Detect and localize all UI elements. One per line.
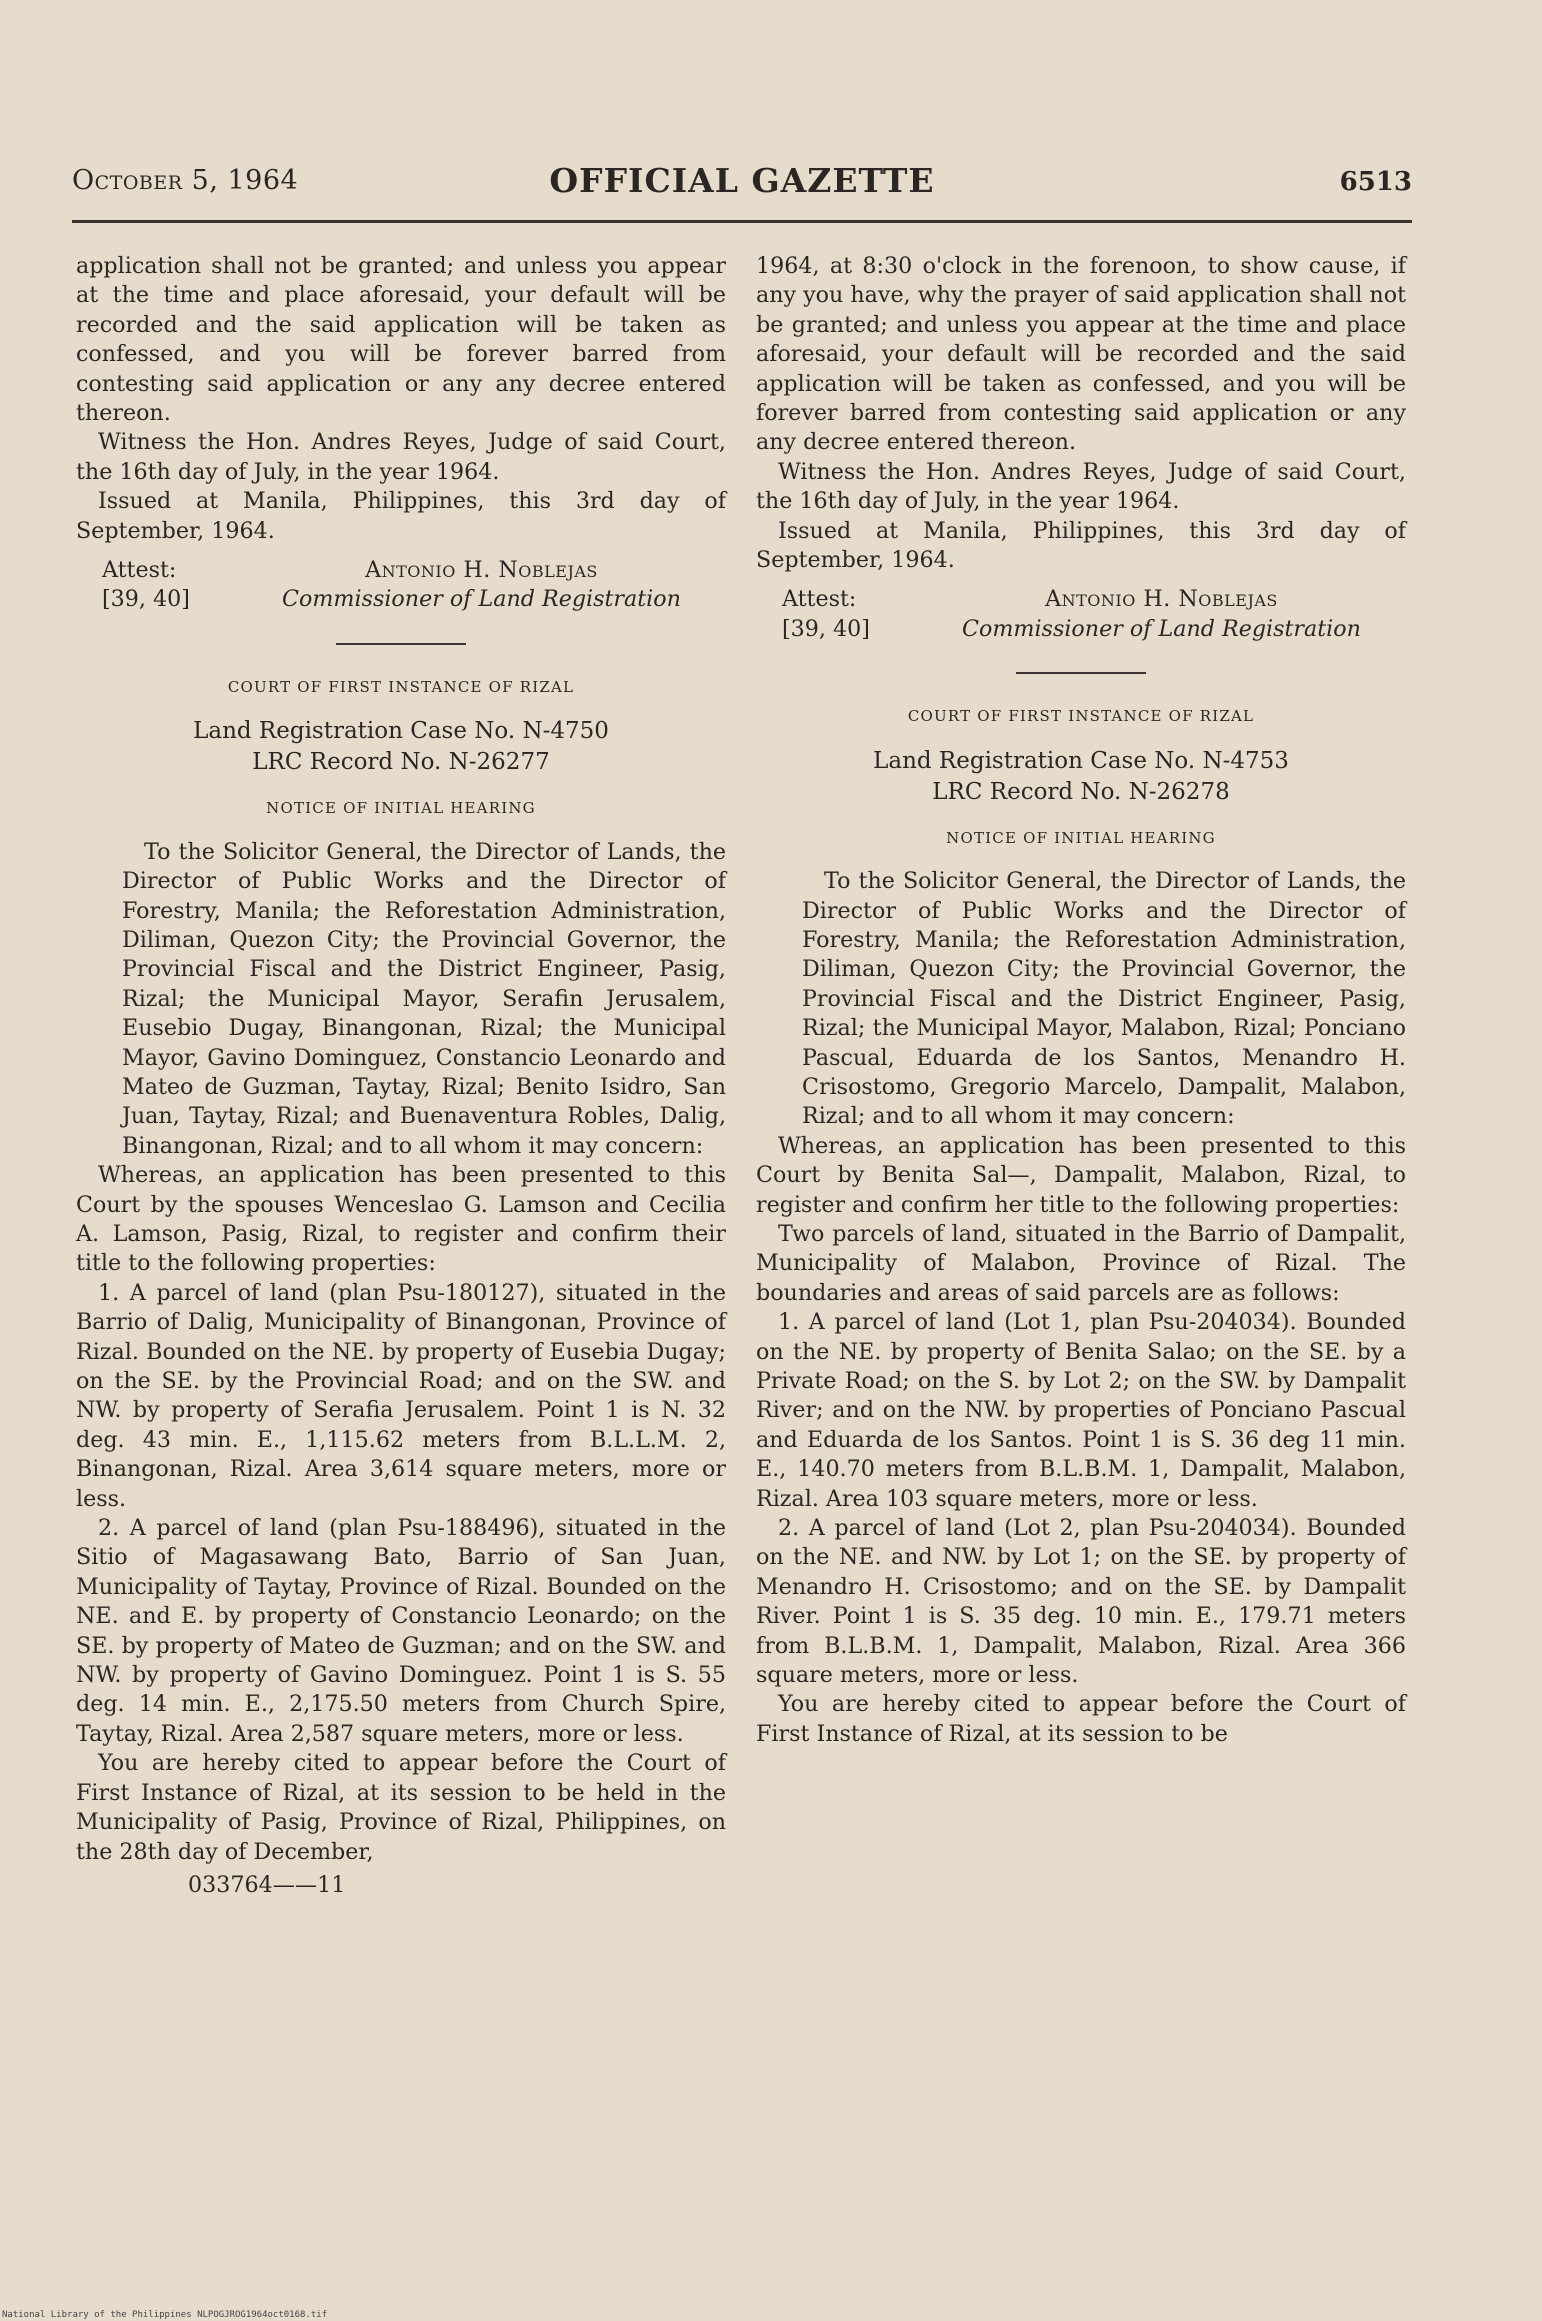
page-header: [72, 161, 1412, 215]
parcel-2: 2. A parcel of land (Lot 2, plan Psu-204034). Bounded on the NE. and NW. by Lot 1; on the SE. by property of Menandro H. Crisostomo; and on the SE. by Dampalit River. Point 1 is S. 35 deg. 10 min. E., 179.71 meters from B.L.B.M. 1, Dampalit, Malabon, Rizal. Area 366 square meters, more or less.: [756, 1515, 1406, 1689]
cited-text: You are hereby cited to appear before the Court of First Instance of Rizal, at its session to be: [756, 1691, 1406, 1747]
whereas-text: Whereas, an application has been presented to this Court by Benita Sal—, Dampalit, Malabon, Rizal, to register and confirm her title to the following properties:: [756, 1132, 1406, 1218]
attest-label: Attest:: [782, 586, 857, 613]
attest-title: Commissioner of Land Registration: [962, 615, 1361, 642]
court-heading: COURT OF FIRST INSTANCE OF RIZAL: [907, 707, 1255, 726]
header-date: October 5, 1964: [72, 165, 299, 196]
issued-text: Issued at Manila, Philippines, this 3rd day of September, 1964.: [76, 488, 726, 544]
carry-over-text: 1964, at 8:30 o'clock in the forenoon, to show cause, if any you have, why the prayer of said application shall not be granted; and unless you appear at the time and place aforesaid, your default will be recorded and the said application will be taken as confessed, and you will be forever barred from contesting said application or any any decree entered thereon.: [756, 253, 1406, 456]
header-rule: [72, 220, 1412, 223]
carry-over-text: application shall not be granted; and unless you appear at the time and place aforesaid, your default will be recorded and the said application will be taken as confessed, and you will be forever barred from contesting said application or any any decree entered thereon.: [76, 253, 726, 427]
issued-text: Issued at Manila, Philippines, this 3rd day of September, 1964.: [756, 517, 1406, 574]
lrc-record: LRC Record No. N-26278: [932, 778, 1230, 805]
attest-block: [756, 585, 1406, 644]
header-title: OFFICIAL GAZETTE: [549, 161, 935, 200]
section-divider: [336, 643, 466, 645]
attest-name: Antonio H. Noblejas: [1045, 586, 1278, 613]
parcel-2: 2. A parcel of land (plan Psu-188496), situated in the Sitio of Magasawang Bato, Barrio of San Juan, Municipality of Taytay, Province of Rizal. Bounded on the NE. and E. by property of Constancio Leonardo; on the SE. by property of Mateo de Guzman; and on the SW. and NW. by property of Gavino Dominguez. Point 1 is S. 55 deg. 14 min. E., 2,175.50 meters from Church Spire, Taytay, Rizal. Area 2,587 square meters, more or less.: [76, 1515, 726, 1747]
case-number: Land Registration Case No. N-4750: [193, 718, 609, 745]
addressees: To the Solicitor General, the Director of Lands, the Director of Public Works and the Director of Forestry, Manila; the Reforestation Administration, Diliman, Quezon City; the Provincial Governor, the Provincial Fiscal and the District Engineer, Pasig, Rizal; the Municipal Mayor, Serafin Jerusalem, Eusebio Dugay, Binangonan, Rizal; the Municipal Mayor, Gavino Dominguez, Constancio Leonardo and Mateo de Guzman, Taytay, Rizal; Benito Isidro, San Juan, Taytay, Rizal; and Buenaventura Robles, Dalig, Binangonan, Rizal; and to all whom it may concern:: [122, 838, 726, 1159]
attest-block: [76, 556, 726, 615]
attest-ref: [39, 40]: [102, 586, 190, 613]
case-number: Land Registration Case No. N-4753: [873, 747, 1289, 774]
print-code: 033764——11: [188, 1871, 346, 1898]
parcel-1: 1. A parcel of land (Lot 1, plan Psu-204034). Bounded on the NE. by property of Benita Salao; on the SE. by a Private Road; on the S. by Lot 2; on the SW. by Dampalit River; and on the NW. by properties of Ponciano Pascual and Eduarda de los Santos. Point 1 is S. 36 deg 11 min. E., 140.70 meters from B.L.B.M. 1, Dampalit, Malabon, Rizal. Area 103 square meters, more or less.: [756, 1309, 1406, 1512]
notice-heading: NOTICE OF INITIAL HEARING: [946, 828, 1216, 847]
two-parcels-text: Two parcels of land, situated in the Barrio of Dampalit, Municipality of Malabon, Province of Rizal. The boundaries and areas of said parcels are as follows:: [756, 1220, 1406, 1306]
cited-text: You are hereby cited to appear before the Court of First Instance of Rizal, at its session to be held in the Municipality of Pasig, Province of Rizal, Philippines, on the 28th day of December,: [76, 1750, 726, 1865]
right-column: [756, 252, 1406, 1749]
attest-name: Antonio H. Noblejas: [365, 557, 598, 584]
witness-text: Witness the Hon. Andres Reyes, Judge of said Court, the 16th day of July, in the year 1964.: [76, 429, 726, 485]
scan-footer: National Library of the Philippines NLPOGJROG1964oct0168.tif: [2, 2310, 328, 2320]
left-column: [76, 252, 726, 1900]
attest-title: Commissioner of Land Registration: [282, 586, 681, 613]
section-divider: [1016, 672, 1146, 674]
notice-heading: NOTICE OF INITIAL HEARING: [266, 799, 536, 818]
lrc-record: LRC Record No. N-26277: [252, 749, 550, 776]
parcel-1: 1. A parcel of land (plan Psu-180127), situated in the Barrio of Dalig, Municipality of Binangonan, Province of Rizal. Bounded on the NE. by property of Eusebia Dugay; on the SE. by the Provincial Road; and on the SW. and NW. by property of Serafia Jerusalem. Point 1 is N. 32 deg. 43 min. E., 1,115.62 meters from B.L.L.M. 2, Binangonan, Rizal. Area 3,614 square meters, more or less.: [76, 1279, 726, 1512]
witness-text: Witness the Hon. Andres Reyes, Judge of said Court, the 16th day of July, in the year 1964.: [756, 458, 1406, 515]
addressees: To the Solicitor General, the Director of Lands, the Director of Public Works and the Director of Forestry, Manila; the Reforestation Administration, Diliman, Quezon City; the Provincial Governor, the Provincial Fiscal and the District Engineer, Pasig, Rizal; the Municipal Mayor, Malabon, Rizal; Ponciano Pascual, Eduarda de los Santos, Menandro H. Crisostomo, Gregorio Marcelo, Dampalit, Malabon, Rizal; and to all whom it may concern:: [802, 868, 1406, 1130]
court-heading: COURT OF FIRST INSTANCE OF RIZAL: [227, 677, 575, 696]
attest-label: Attest:: [102, 557, 177, 584]
header-page-number: 6513: [1339, 167, 1412, 197]
attest-ref: [39, 40]: [782, 615, 870, 642]
whereas-text: Whereas, an application has been presented to this Court by the spouses Wenceslao G. Lamson and Cecilia A. Lamson, Pasig, Rizal, to register and confirm their title to the following properties:: [76, 1162, 726, 1277]
